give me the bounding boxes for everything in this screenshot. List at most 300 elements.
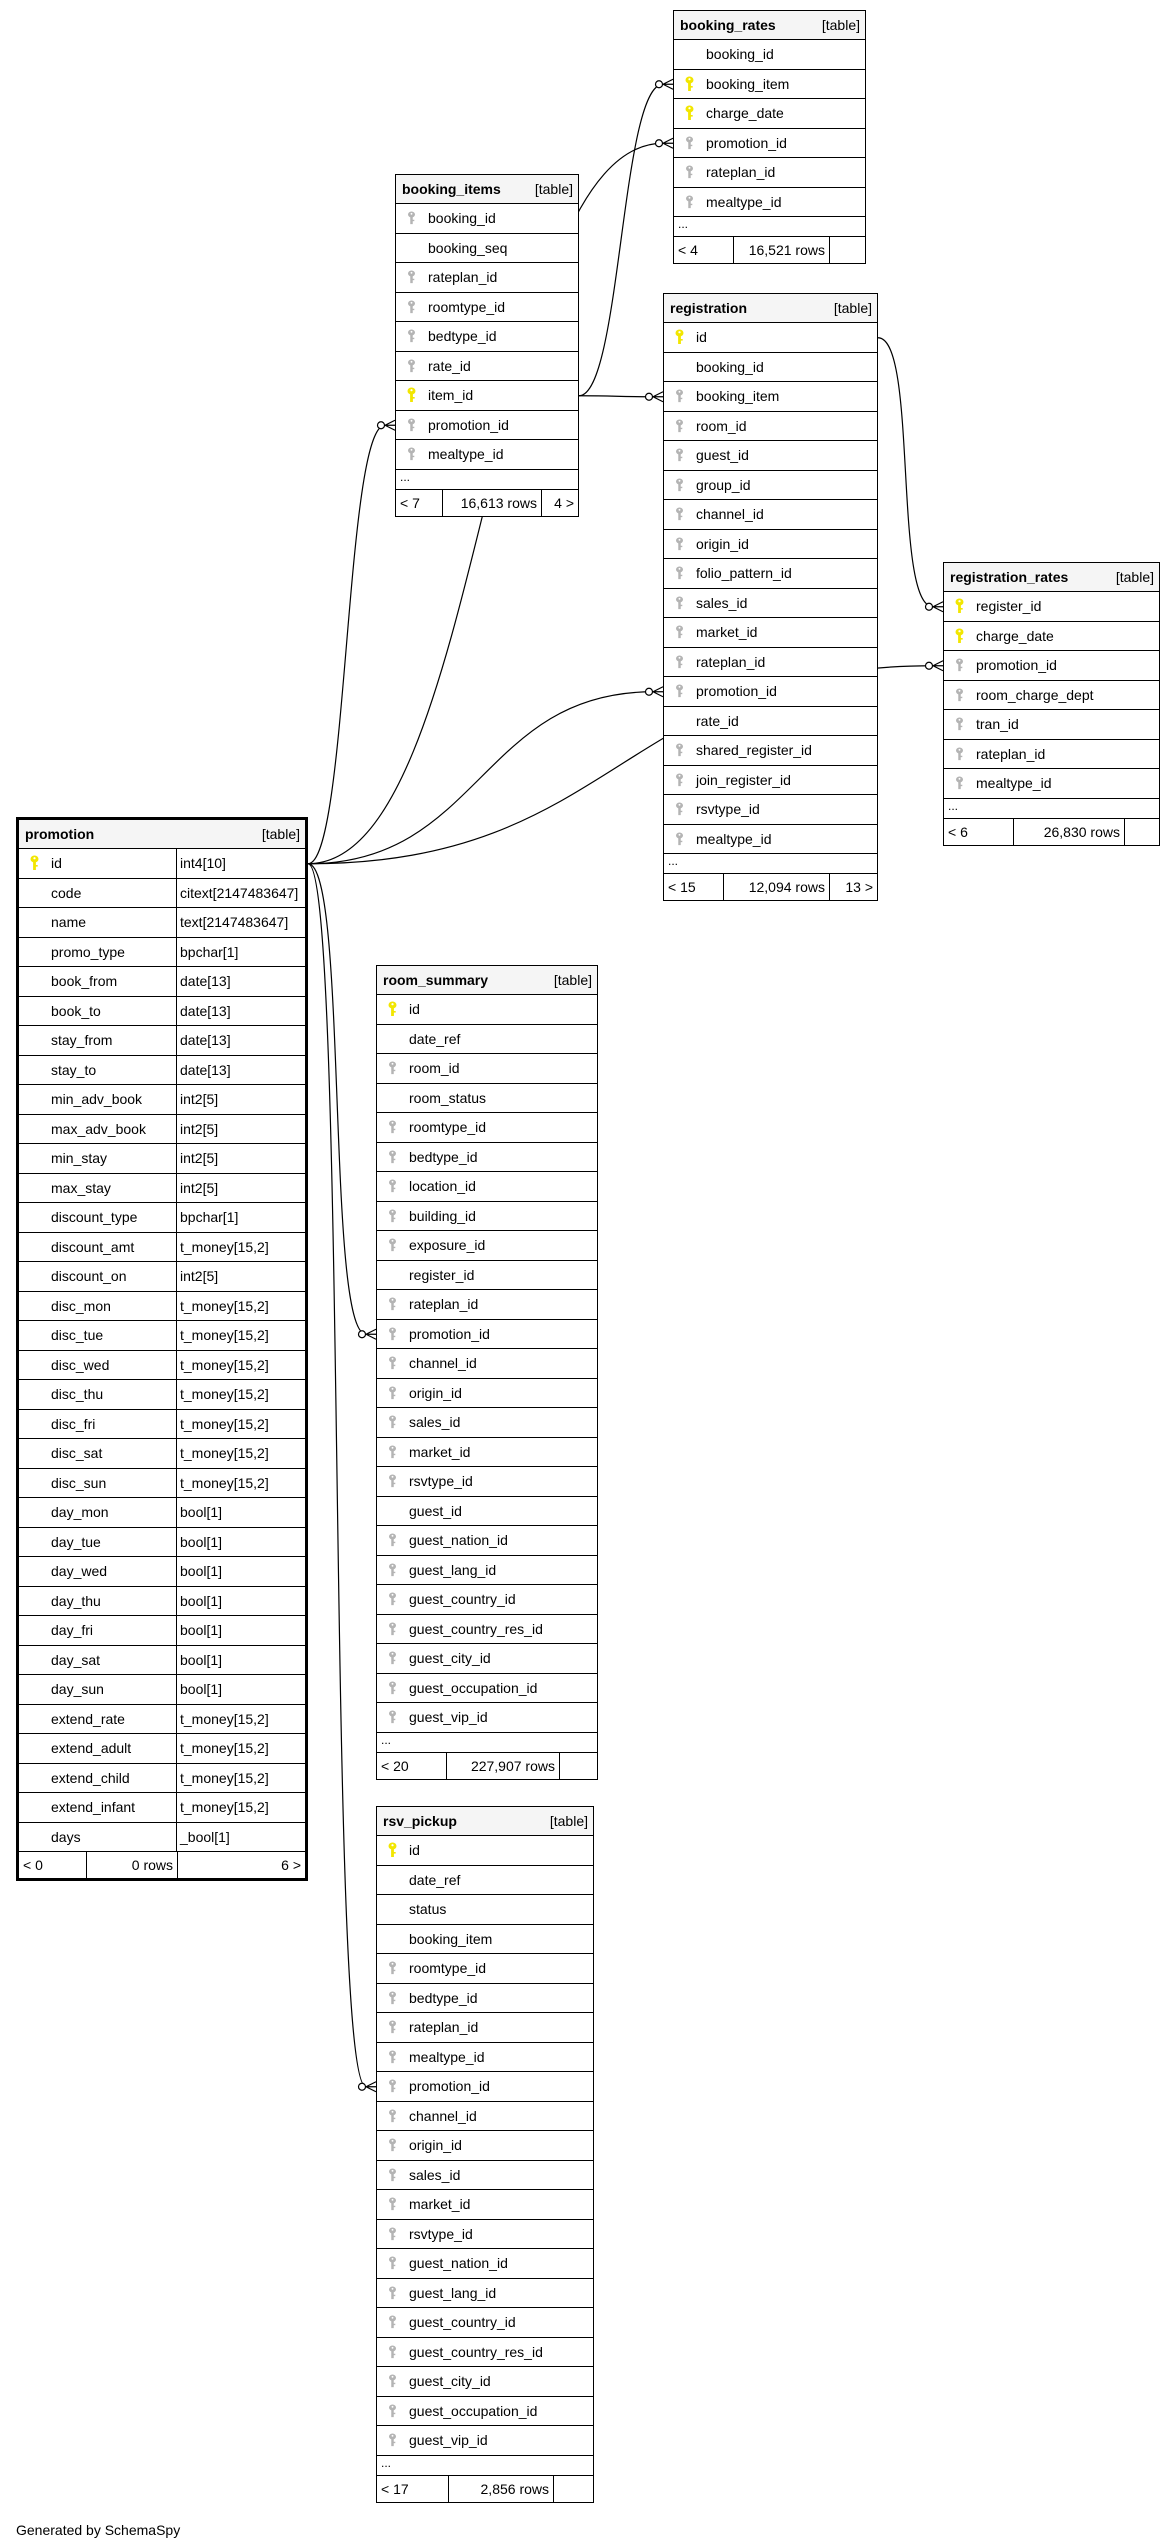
column-type: t_money[15,2] bbox=[176, 1380, 305, 1409]
column-row[interactable] bbox=[664, 736, 877, 766]
column-row[interactable] bbox=[944, 681, 1159, 711]
column-row[interactable] bbox=[19, 1734, 305, 1764]
column-name-cell bbox=[664, 795, 760, 824]
column-name-cell bbox=[19, 1734, 176, 1763]
optional-circle-marker bbox=[656, 140, 663, 147]
table-booking_items[interactable] bbox=[395, 174, 579, 517]
column-row[interactable] bbox=[19, 1085, 305, 1115]
column-name: tran_id bbox=[976, 716, 1019, 733]
column-name: origin_id bbox=[409, 2137, 462, 2154]
column-row[interactable] bbox=[19, 1233, 305, 1263]
column-row[interactable] bbox=[664, 589, 877, 619]
column-name: min_adv_book bbox=[51, 1091, 143, 1108]
column-name: market_id bbox=[696, 624, 758, 641]
table-footer bbox=[664, 874, 877, 900]
optional-circle-marker bbox=[359, 2083, 366, 2090]
foreign-key-icon bbox=[670, 389, 688, 403]
column-row[interactable] bbox=[377, 1231, 597, 1261]
column-row[interactable] bbox=[377, 1497, 597, 1527]
column-row[interactable] bbox=[19, 1203, 305, 1233]
column-name: days bbox=[51, 1828, 81, 1845]
column-row[interactable] bbox=[377, 2102, 593, 2132]
column-row[interactable] bbox=[377, 995, 597, 1025]
column-row[interactable] bbox=[377, 2161, 593, 2191]
column-row[interactable] bbox=[396, 411, 578, 441]
column-row[interactable] bbox=[377, 1202, 597, 1232]
foreign-key-icon bbox=[383, 1710, 401, 1724]
column-name: booking_id bbox=[696, 358, 764, 375]
column-row[interactable] bbox=[377, 1836, 593, 1866]
column-name: guest_nation_id bbox=[409, 1532, 508, 1549]
column-row[interactable] bbox=[19, 1646, 305, 1676]
column-name: promotion_id bbox=[428, 416, 509, 433]
column-row[interactable] bbox=[396, 381, 578, 411]
column-name-cell bbox=[19, 1616, 176, 1645]
table-room_summary[interactable] bbox=[376, 965, 598, 1780]
table-type-label: [table] bbox=[833, 300, 872, 316]
crows-foot-marker bbox=[933, 602, 943, 612]
column-name: day_mon bbox=[51, 1504, 109, 1521]
column-row[interactable] bbox=[377, 1467, 597, 1497]
column-row[interactable] bbox=[19, 1469, 305, 1499]
column-name-cell bbox=[944, 681, 1094, 710]
column-row[interactable] bbox=[19, 997, 305, 1027]
column-name-cell bbox=[377, 1172, 476, 1201]
primary-key-icon bbox=[680, 76, 698, 92]
foreign-key-icon bbox=[383, 1297, 401, 1311]
table-promotion[interactable] bbox=[16, 817, 308, 1881]
column-name-cell bbox=[396, 234, 507, 263]
column-row[interactable] bbox=[377, 2220, 593, 2250]
column-name-cell bbox=[664, 589, 747, 618]
column-row[interactable] bbox=[377, 2043, 593, 2073]
footer-parents[interactable]: < 7 bbox=[396, 490, 443, 516]
column-row[interactable] bbox=[377, 1084, 597, 1114]
column-row[interactable] bbox=[19, 1262, 305, 1292]
footer-row-count: 227,907 rows bbox=[470, 1757, 555, 1774]
column-row[interactable] bbox=[664, 559, 877, 589]
optional-circle-marker bbox=[359, 1331, 366, 1338]
column-row[interactable] bbox=[19, 1705, 305, 1735]
column-row[interactable] bbox=[377, 1556, 597, 1586]
column-name-cell bbox=[377, 1231, 485, 1260]
column-name: id bbox=[51, 855, 62, 872]
column-name-cell bbox=[377, 1556, 496, 1585]
column-name: guest_country_id bbox=[409, 2314, 516, 2331]
column-name-cell bbox=[19, 967, 176, 996]
more-columns-ellipsis: ... bbox=[377, 1733, 597, 1753]
column-name: rsvtype_id bbox=[409, 2225, 473, 2242]
column-name-cell bbox=[674, 70, 789, 99]
column-name: origin_id bbox=[409, 1384, 462, 1401]
table-name: registration_rates bbox=[950, 569, 1069, 585]
foreign-key-icon bbox=[383, 1386, 401, 1400]
column-row[interactable] bbox=[377, 2190, 593, 2220]
column-row[interactable] bbox=[944, 592, 1159, 622]
column-row[interactable] bbox=[664, 648, 877, 678]
column-name-cell bbox=[377, 2013, 478, 2042]
footer-children[interactable]: 4 > bbox=[541, 490, 578, 516]
column-row[interactable] bbox=[377, 1113, 597, 1143]
footer-parents[interactable]: < 20 bbox=[377, 1753, 447, 1779]
column-row[interactable] bbox=[664, 766, 877, 796]
column-row[interactable] bbox=[19, 908, 305, 938]
column-row[interactable] bbox=[377, 1984, 593, 2014]
column-row[interactable] bbox=[396, 234, 578, 264]
column-row[interactable] bbox=[19, 1764, 305, 1794]
column-name: day_fri bbox=[51, 1622, 94, 1639]
column-name-cell bbox=[377, 1084, 486, 1113]
column-name-cell bbox=[664, 618, 757, 647]
foreign-key-icon bbox=[383, 1533, 401, 1547]
column-type: bpchar[1] bbox=[176, 1203, 305, 1232]
footer-children[interactable] bbox=[829, 237, 865, 263]
foreign-key-icon bbox=[383, 1327, 401, 1341]
column-name-cell bbox=[377, 995, 420, 1024]
optional-circle-marker bbox=[646, 688, 653, 695]
column-row[interactable] bbox=[19, 967, 305, 997]
footer-children[interactable] bbox=[1124, 819, 1159, 845]
column-row[interactable] bbox=[377, 1261, 597, 1291]
column-row[interactable] bbox=[674, 70, 865, 100]
column-name-cell bbox=[19, 1410, 176, 1439]
footer-parents[interactable]: < 0 bbox=[19, 1852, 87, 1878]
column-row[interactable] bbox=[19, 1557, 305, 1587]
column-type: _bool[1] bbox=[176, 1823, 305, 1852]
column-name-cell bbox=[396, 440, 504, 469]
more-columns-ellipsis: ... bbox=[664, 854, 877, 874]
column-name: disc_thu bbox=[51, 1386, 104, 1403]
column-row[interactable] bbox=[19, 1380, 305, 1410]
column-row[interactable] bbox=[19, 1321, 305, 1351]
column-row[interactable] bbox=[396, 322, 578, 352]
column-name: promo_type bbox=[51, 943, 125, 960]
column-name: book_from bbox=[51, 973, 118, 990]
column-name-cell bbox=[664, 707, 739, 736]
footer-parents[interactable]: < 4 bbox=[674, 237, 734, 263]
column-row[interactable] bbox=[674, 158, 865, 188]
column-row[interactable] bbox=[664, 323, 877, 353]
footer-children[interactable]: 13 > bbox=[829, 874, 877, 900]
crows-foot-marker bbox=[663, 138, 673, 148]
column-name: mealtype_id bbox=[428, 446, 504, 463]
column-name-cell bbox=[377, 1379, 462, 1408]
column-row[interactable] bbox=[19, 879, 305, 909]
column-row[interactable] bbox=[377, 1895, 593, 1925]
column-row[interactable] bbox=[19, 1056, 305, 1086]
column-name: disc_sat bbox=[51, 1445, 103, 1462]
column-name: promotion_id bbox=[409, 2078, 490, 2095]
column-name-cell bbox=[377, 2279, 496, 2308]
column-type: t_money[15,2] bbox=[176, 1410, 305, 1439]
optional-circle-marker bbox=[646, 393, 653, 400]
column-row[interactable] bbox=[377, 2249, 593, 2279]
column-name-cell bbox=[377, 2161, 460, 2190]
footer-row-count: 26,830 rows bbox=[1043, 823, 1120, 840]
column-row[interactable] bbox=[19, 1823, 305, 1853]
foreign-key-icon bbox=[383, 2256, 401, 2270]
table-header bbox=[944, 563, 1159, 592]
column-name-cell bbox=[19, 1056, 176, 1085]
column-row[interactable] bbox=[377, 1954, 593, 1984]
column-row[interactable] bbox=[396, 293, 578, 323]
column-row[interactable] bbox=[377, 1644, 597, 1674]
table-name: registration bbox=[670, 300, 748, 316]
column-row[interactable] bbox=[19, 1675, 305, 1705]
column-name-cell bbox=[377, 2131, 462, 2160]
relationship-line bbox=[308, 864, 366, 1335]
foreign-key-icon bbox=[383, 1445, 401, 1459]
column-name-cell bbox=[19, 1026, 176, 1055]
column-name-cell bbox=[377, 1895, 446, 1924]
column-name: disc_wed bbox=[51, 1356, 110, 1373]
foreign-key-icon bbox=[680, 195, 698, 209]
column-name-cell bbox=[674, 158, 775, 187]
column-name-cell bbox=[664, 677, 777, 706]
foreign-key-icon bbox=[670, 684, 688, 698]
column-row[interactable] bbox=[19, 1793, 305, 1823]
column-row[interactable] bbox=[19, 849, 305, 879]
column-row[interactable] bbox=[944, 622, 1159, 652]
table-rsv_pickup[interactable] bbox=[376, 1806, 594, 2503]
column-row[interactable] bbox=[396, 263, 578, 293]
column-name: bedtype_id bbox=[428, 328, 497, 345]
column-row[interactable] bbox=[377, 1674, 597, 1704]
more-columns-ellipsis: ... bbox=[674, 217, 865, 237]
foreign-key-icon bbox=[670, 655, 688, 669]
column-row[interactable] bbox=[377, 2279, 593, 2309]
column-row[interactable] bbox=[377, 1054, 597, 1084]
column-row[interactable] bbox=[396, 440, 578, 470]
column-name: location_id bbox=[409, 1178, 476, 1195]
column-row[interactable] bbox=[664, 382, 877, 412]
footer-parents[interactable]: < 17 bbox=[377, 2476, 449, 2502]
column-row[interactable] bbox=[674, 129, 865, 159]
column-row[interactable] bbox=[377, 1526, 597, 1556]
column-row[interactable] bbox=[377, 1703, 597, 1733]
column-name-cell bbox=[396, 381, 473, 410]
column-name: origin_id bbox=[696, 535, 749, 552]
footer-children[interactable] bbox=[559, 1753, 597, 1779]
column-name: item_id bbox=[428, 387, 474, 404]
column-row[interactable] bbox=[19, 1351, 305, 1381]
column-name: id bbox=[409, 1001, 420, 1018]
column-type: int4[10] bbox=[176, 849, 305, 878]
column-name-cell bbox=[377, 2397, 537, 2426]
column-row[interactable] bbox=[944, 651, 1159, 681]
optional-circle-marker bbox=[378, 422, 385, 429]
column-type: t_money[15,2] bbox=[176, 1793, 305, 1822]
column-name-cell bbox=[377, 1054, 460, 1083]
column-row[interactable] bbox=[944, 740, 1159, 770]
column-row[interactable] bbox=[674, 99, 865, 129]
column-row[interactable] bbox=[19, 1144, 305, 1174]
column-name: extend_child bbox=[51, 1769, 130, 1786]
column-row[interactable] bbox=[377, 2397, 593, 2427]
column-row[interactable] bbox=[377, 2308, 593, 2338]
foreign-key-icon bbox=[670, 832, 688, 846]
column-name-cell bbox=[664, 441, 749, 470]
column-row[interactable] bbox=[377, 1290, 597, 1320]
column-name: guest_id bbox=[696, 447, 749, 464]
column-row[interactable] bbox=[664, 471, 877, 501]
column-row[interactable] bbox=[377, 1615, 597, 1645]
column-row[interactable] bbox=[664, 707, 877, 737]
column-row[interactable] bbox=[377, 2013, 593, 2043]
foreign-key-icon bbox=[383, 1681, 401, 1695]
more-columns-ellipsis: ... bbox=[377, 2456, 593, 2476]
column-name: sales_id bbox=[409, 2166, 461, 2183]
footer-parents[interactable]: < 15 bbox=[664, 874, 724, 900]
column-name-cell bbox=[396, 204, 496, 233]
table-footer bbox=[377, 1753, 597, 1779]
column-row[interactable] bbox=[377, 1585, 597, 1615]
column-row[interactable] bbox=[19, 1498, 305, 1528]
column-row[interactable] bbox=[944, 710, 1159, 740]
column-row[interactable] bbox=[377, 2338, 593, 2368]
column-row[interactable] bbox=[377, 2426, 593, 2456]
column-row[interactable] bbox=[377, 1925, 593, 1955]
foreign-key-icon bbox=[670, 566, 688, 580]
footer-children[interactable] bbox=[553, 2476, 593, 2502]
column-row[interactable] bbox=[377, 1866, 593, 1896]
column-row[interactable] bbox=[664, 795, 877, 825]
column-row[interactable] bbox=[377, 1438, 597, 1468]
table-header bbox=[674, 11, 865, 40]
column-name: max_stay bbox=[51, 1179, 111, 1196]
foreign-key-icon bbox=[670, 773, 688, 787]
column-name: channel_id bbox=[696, 506, 764, 523]
table-type-label: [table] bbox=[261, 826, 300, 842]
column-name: rsvtype_id bbox=[696, 801, 760, 818]
column-name: guest_country_res_id bbox=[409, 2343, 543, 2360]
column-row[interactable] bbox=[664, 353, 877, 383]
column-name: exposure_id bbox=[409, 1237, 486, 1254]
column-row[interactable] bbox=[377, 1143, 597, 1173]
column-name: rateplan_id bbox=[409, 2019, 479, 2036]
column-row[interactable] bbox=[19, 1528, 305, 1558]
column-name: rateplan_id bbox=[706, 164, 776, 181]
column-row[interactable] bbox=[377, 1320, 597, 1350]
column-name-cell bbox=[19, 1174, 176, 1203]
table-type-label: [table] bbox=[549, 1813, 588, 1829]
primary-key-icon bbox=[383, 1842, 401, 1858]
footer-row-count: 12,094 rows bbox=[748, 879, 825, 895]
column-name: mealtype_id bbox=[976, 775, 1052, 792]
column-row[interactable] bbox=[377, 2367, 593, 2397]
column-name: extend_adult bbox=[51, 1740, 132, 1757]
foreign-key-icon bbox=[383, 2286, 401, 2300]
column-row[interactable] bbox=[396, 204, 578, 234]
column-row[interactable] bbox=[19, 1410, 305, 1440]
foreign-key-icon bbox=[670, 419, 688, 433]
column-row[interactable] bbox=[19, 1026, 305, 1056]
column-name-cell bbox=[19, 1793, 176, 1822]
column-row[interactable] bbox=[664, 618, 877, 648]
column-type: bool[1] bbox=[176, 1616, 305, 1645]
footer-children[interactable]: 6 > bbox=[177, 1852, 305, 1878]
column-type: date[13] bbox=[176, 967, 305, 996]
foreign-key-icon bbox=[383, 1991, 401, 2005]
crows-foot-marker bbox=[653, 392, 663, 402]
column-row[interactable] bbox=[944, 769, 1159, 799]
column-name: day_sat bbox=[51, 1651, 101, 1668]
column-name: status bbox=[409, 1901, 447, 1918]
column-type: date[13] bbox=[176, 1056, 305, 1085]
column-name-cell bbox=[19, 1380, 176, 1409]
column-name-cell bbox=[377, 1925, 492, 1954]
table-booking_rates[interactable] bbox=[673, 10, 866, 264]
table-registration[interactable] bbox=[663, 293, 878, 901]
column-row[interactable] bbox=[19, 1292, 305, 1322]
column-row[interactable] bbox=[664, 530, 877, 560]
column-row[interactable] bbox=[664, 412, 877, 442]
column-name-cell bbox=[19, 1439, 176, 1468]
column-name-cell bbox=[19, 1203, 176, 1232]
column-row[interactable] bbox=[664, 677, 877, 707]
column-name: roomtype_id bbox=[428, 298, 506, 315]
column-name: guest_lang_id bbox=[409, 2284, 497, 2301]
column-name-cell bbox=[377, 1202, 476, 1231]
crows-foot-marker bbox=[933, 661, 943, 671]
column-name: charge_date bbox=[706, 105, 784, 122]
column-name: promotion_id bbox=[409, 1325, 490, 1342]
column-row[interactable] bbox=[19, 1115, 305, 1145]
column-row[interactable] bbox=[377, 1408, 597, 1438]
column-row[interactable] bbox=[664, 500, 877, 530]
foreign-key-icon bbox=[383, 1120, 401, 1134]
table-footer bbox=[19, 1852, 305, 1878]
column-name: min_stay bbox=[51, 1150, 108, 1167]
footer-parents[interactable]: < 6 bbox=[944, 819, 1014, 845]
column-name-cell bbox=[19, 1262, 176, 1291]
column-row[interactable] bbox=[19, 1439, 305, 1469]
column-row[interactable] bbox=[674, 188, 865, 218]
column-type: int2[5] bbox=[176, 1144, 305, 1173]
column-row[interactable] bbox=[674, 40, 865, 70]
column-row[interactable] bbox=[377, 2131, 593, 2161]
column-row[interactable] bbox=[377, 1172, 597, 1202]
column-row[interactable] bbox=[377, 1025, 597, 1055]
foreign-key-icon bbox=[402, 329, 420, 343]
column-name-cell bbox=[19, 879, 176, 908]
foreign-key-icon bbox=[383, 2138, 401, 2152]
column-name: booking_item bbox=[696, 388, 780, 405]
column-name: promotion_id bbox=[706, 134, 787, 151]
footer-row-count: 16,613 rows bbox=[460, 494, 537, 511]
crows-foot-marker bbox=[385, 420, 395, 430]
column-type: citext[2147483647] bbox=[176, 879, 305, 908]
column-row[interactable] bbox=[664, 825, 877, 855]
foreign-key-icon bbox=[950, 688, 968, 702]
column-name: disc_fri bbox=[51, 1415, 96, 1432]
column-row[interactable] bbox=[19, 938, 305, 968]
column-row[interactable] bbox=[377, 1349, 597, 1379]
column-row[interactable] bbox=[396, 352, 578, 382]
column-type: bool[1] bbox=[176, 1646, 305, 1675]
column-row[interactable] bbox=[664, 441, 877, 471]
column-row[interactable] bbox=[377, 2072, 593, 2102]
foreign-key-icon bbox=[383, 2109, 401, 2123]
more-columns-ellipsis: ... bbox=[396, 470, 578, 490]
column-row[interactable] bbox=[19, 1616, 305, 1646]
column-name-cell bbox=[377, 1261, 474, 1290]
column-row[interactable] bbox=[19, 1587, 305, 1617]
table-registration_rates[interactable] bbox=[943, 562, 1160, 846]
column-name-cell bbox=[377, 1349, 477, 1378]
column-row[interactable] bbox=[19, 1174, 305, 1204]
column-row[interactable] bbox=[377, 1379, 597, 1409]
